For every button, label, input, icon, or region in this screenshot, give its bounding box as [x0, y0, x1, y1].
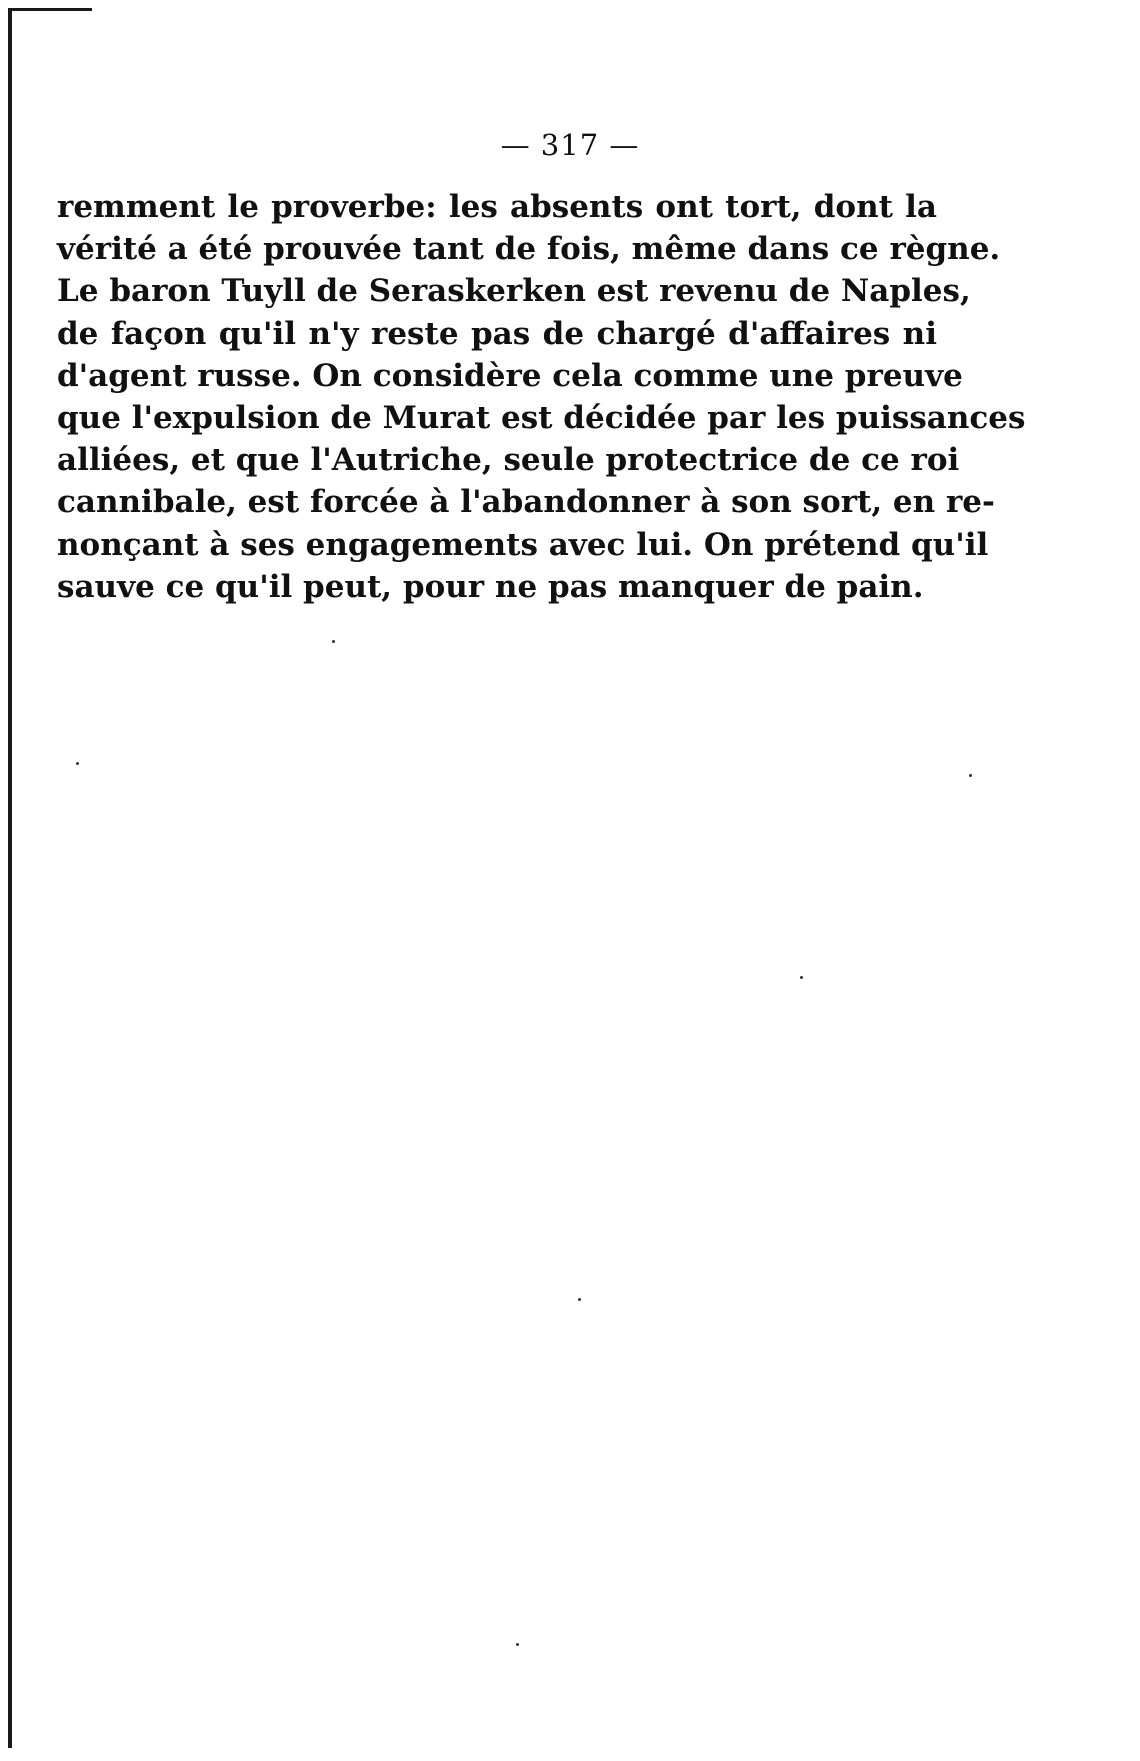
scan-border-top: [8, 8, 92, 11]
text-line: sauve ce qu'il peut, pour ne pas manquer de pain.: [57, 568, 924, 605]
text-line: vérité a été prouvée tant de fois, même dans ce règne.: [57, 231, 1001, 268]
text-line: cannibale, est forcée à l'abandonner à son sort, en re-: [57, 484, 995, 521]
text-line: alliées, et que l'Autriche, seule protectrice de ce roi: [57, 442, 960, 479]
scan-speck: [800, 976, 803, 979]
body-text: [57, 186, 1026, 608]
scan-speck: [969, 774, 972, 777]
text-line: remment le proverbe: les absents ont tort, dont la: [57, 189, 937, 225]
scan-speck: [76, 762, 79, 765]
text-line: que l'expulsion de Murat est décidée par les puissances: [57, 399, 1026, 436]
text-line: d'agent russe. On considère cela comme une preuve: [57, 357, 963, 394]
scan-speck: [578, 1298, 581, 1301]
scan-speck: [332, 640, 335, 643]
scan-border-left: [8, 8, 12, 1748]
scan-speck: [516, 1643, 519, 1646]
page-number: — 317 —: [500, 128, 640, 162]
text-line: nonçant à ses engagements avec lui. On prétend qu'il: [57, 526, 989, 563]
text-line: Le baron Tuyll de Seraskerken est revenu de Naples,: [57, 273, 971, 310]
text-line: de façon qu'il n'y reste pas de chargé d'affaires ni: [57, 315, 937, 352]
